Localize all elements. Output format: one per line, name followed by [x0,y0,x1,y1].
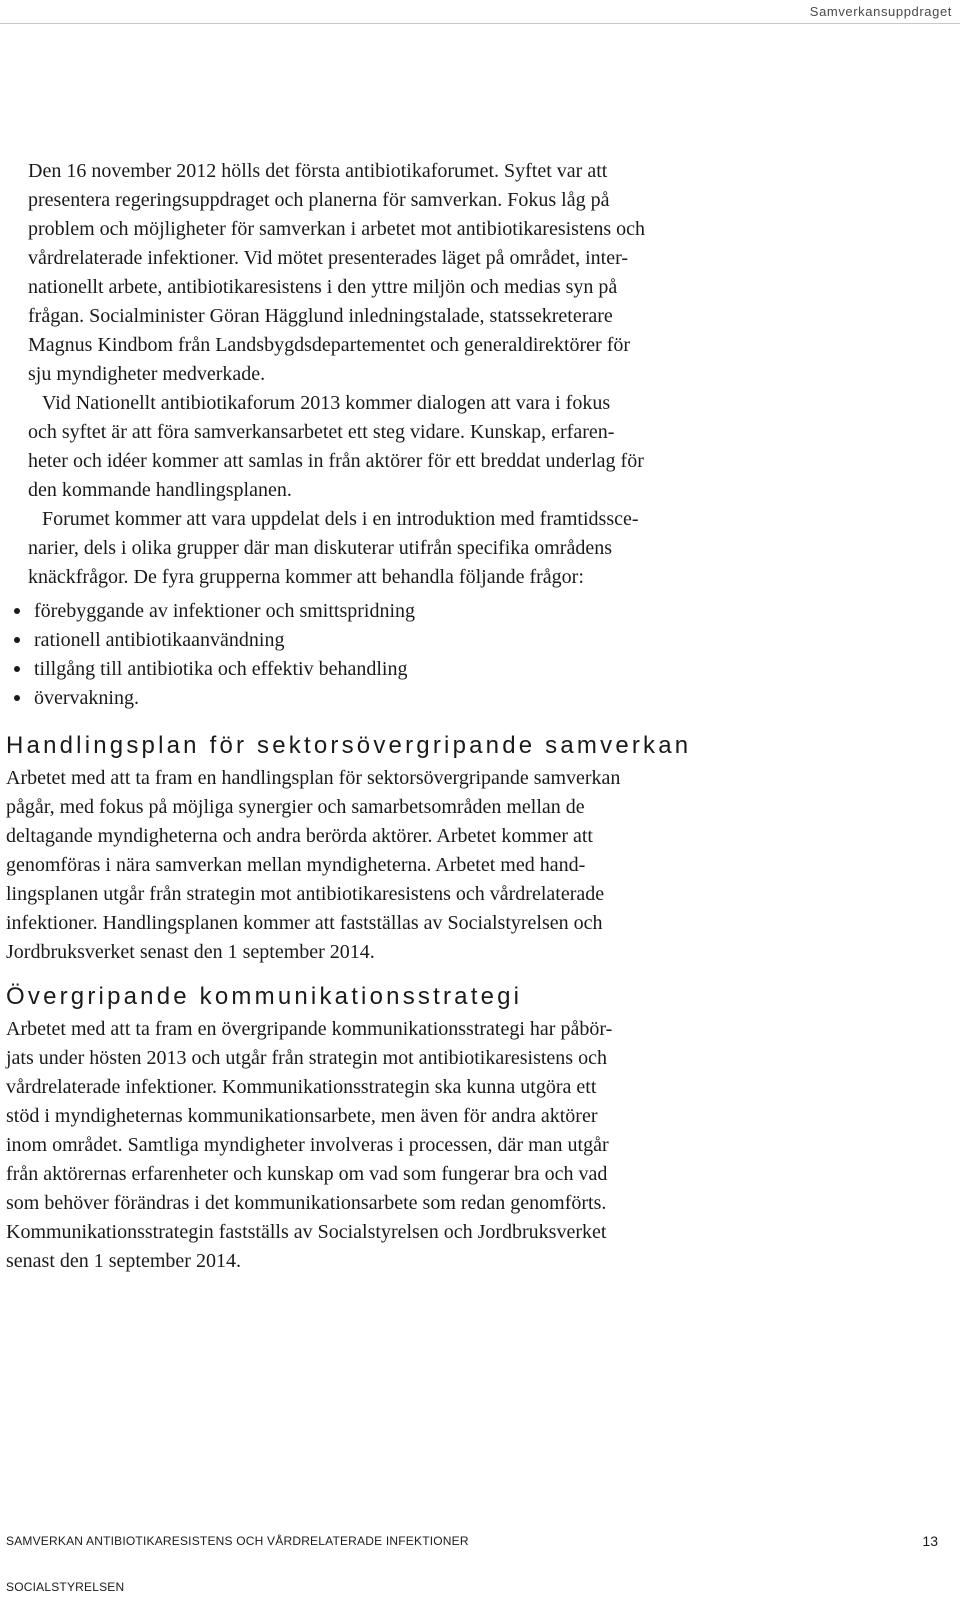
text-line: den kommande handlingsplanen. [28,479,292,501]
bullet-icon [14,637,20,643]
text-line: som behöver förändras i det kommunikationsarbete som redan genomförts. [6,1192,607,1214]
text-line: Forumet kommer att vara uppdelat dels i en introduktion med framtidssce- [42,508,639,530]
text-line: vårdrelaterade infektioner. Kommunikationsstrategin ska kunna utgöra ett [6,1076,597,1098]
text-line: knäckfrågor. De fyra grupperna kommer att behandla följande frågor: [28,566,584,588]
section-heading-kommunikationsstrategi: Övergripande kommunikationsstrategi [6,983,523,1010]
section-kommunikationsstrategi-body [6,1015,612,1276]
text-line: sju myndigheter medverkade. [28,363,266,385]
text-line: presentera regeringsuppdraget och planerna för samverkan. Fokus låg på [28,189,610,211]
footer-publication-title: SAMVERKAN ANTIBIOTIKARESISTENS OCH VÅRDRELATERADE INFEKTIONER [6,1534,469,1548]
text-line: Arbetet med att ta fram en handlingsplan för sektorsövergripande samverkan [6,767,621,789]
running-header: Samverkansuppdraget [809,4,952,19]
section-heading-handlingsplan: Handlingsplan för sektorsövergripande samverkan [6,732,692,759]
list-item [14,684,415,713]
text-line: vårdrelaterade infektioner. Vid mötet presenterades läget på området, inter- [28,247,628,269]
text-line: narier, dels i olika grupper där man diskuterar utifrån specifika områdens [28,537,612,559]
text-line: lingsplanen utgår från strategin mot antibiotikaresistens och vårdrelaterade [6,883,605,905]
footer-publisher: SOCIALSTYRELSEN [6,1580,125,1594]
intro-paragraph-1 [28,157,645,389]
text-line: genomföras i nära samverkan mellan myndigheterna. Arbetet med hand- [6,854,586,876]
list-item-text: förebyggande av infektioner och smittspridning [34,600,416,622]
text-line: infektioner. Handlingsplanen kommer att fastställas av Socialstyrelsen och [6,912,603,934]
bullet-icon [14,695,20,701]
list-item [14,626,415,655]
list-item [14,597,415,626]
text-line: Vid Nationellt antibiotikaforum 2013 kommer dialogen att vara i fokus [42,392,611,414]
text-line: deltagande myndigheterna och andra berörda aktörer. Arbetet kommer att [6,825,593,847]
page-number: 13 [922,1533,938,1549]
list-item-text: rationell antibiotikaanvändning [34,629,285,651]
text-line: jats under hösten 2013 och utgår från strategin mot antibiotikaresistens och [6,1047,607,1069]
text-line: Arbetet med att ta fram en övergripande kommunikationsstrategi har påbör- [6,1018,613,1040]
header-rule [0,23,960,24]
intro-paragraph-2 [28,389,644,505]
topic-bullet-list [14,597,415,713]
text-line: nationellt arbete, antibiotikaresistens i den yttre miljön och medias syn på [28,276,618,298]
list-item-text: övervakning. [34,687,139,709]
list-item [14,655,415,684]
bullet-icon [14,608,20,614]
section-handlingsplan-body [6,764,620,967]
text-line: Den 16 november 2012 hölls det första antibiotikaforumet. Syftet var att [28,160,608,182]
text-line: från aktörernas erfarenheter och kunskap om vad som fungerar bra och vad [6,1163,608,1185]
text-line: problem och möjligheter för samverkan i arbetet mot antibiotikaresistens och [28,218,646,240]
text-line: stöd i myndigheternas kommunikationsarbete, men även för andra aktörer [6,1105,598,1127]
text-line: heter och idéer kommer att samlas in från aktörer för ett breddat underlag för [28,450,644,472]
text-line: inom området. Samtliga myndigheter involveras i processen, där man utgår [6,1134,609,1156]
text-line: pågår, med fokus på möjliga synergier och samarbetsområden mellan de [6,796,585,818]
text-line: Jordbruksverket senast den 1 september 2014. [6,941,375,963]
intro-paragraph-3 [28,505,639,592]
text-line: och syftet är att föra samverkansarbetet ett steg vidare. Kunskap, erfaren- [28,421,615,443]
text-line: senast den 1 september 2014. [6,1250,241,1272]
text-line: frågan. Socialminister Göran Hägglund inledningstalade, statssekreterare [28,305,613,327]
list-item-text: tillgång till antibiotika och effektiv behandling [34,658,408,680]
text-line: Magnus Kindbom från Landsbygdsdepartementet och generaldirektörer för [28,334,631,356]
bullet-icon [14,666,20,672]
text-line: Kommunikationsstrategin fastställs av Socialstyrelsen och Jordbruksverket [6,1221,607,1243]
